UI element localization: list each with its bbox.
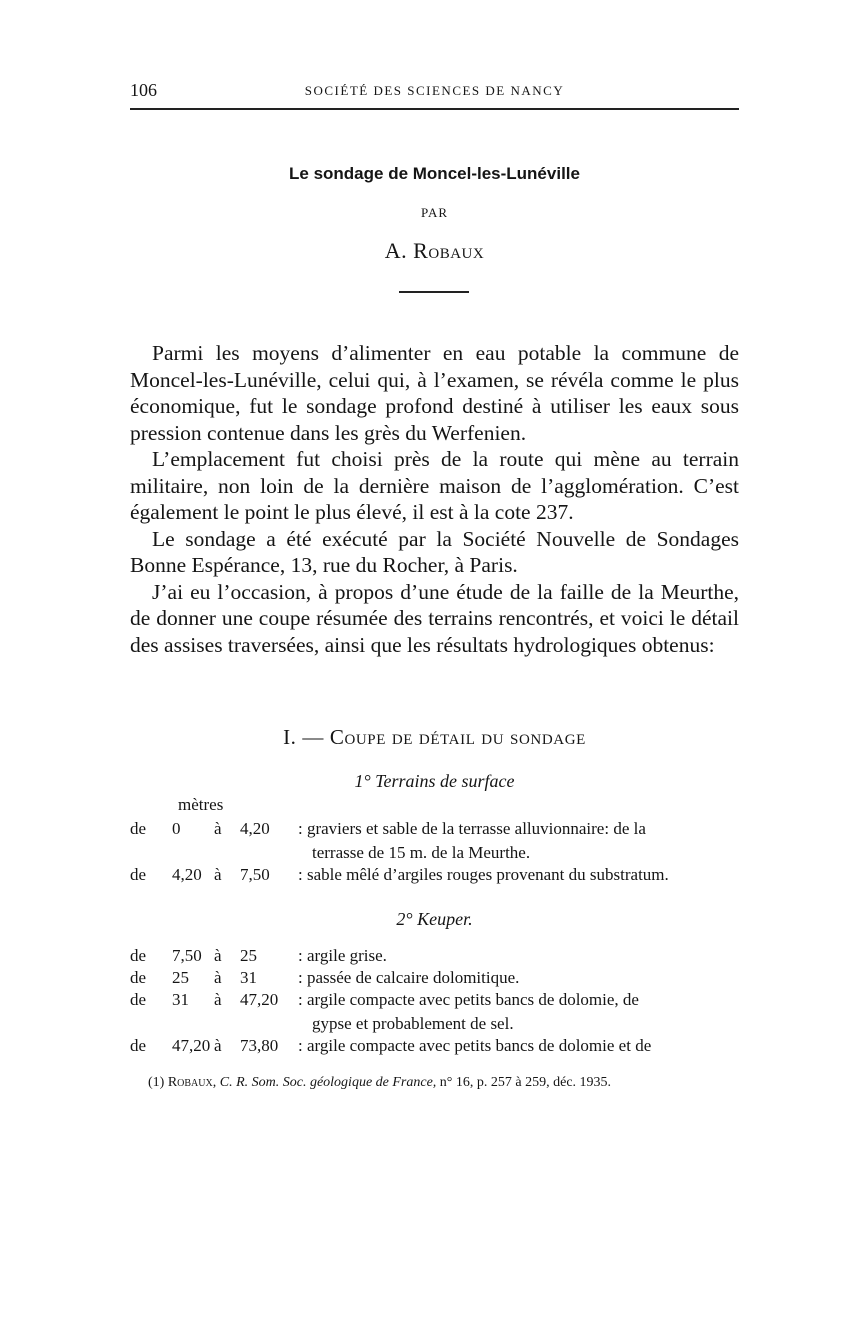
row-description: : passée de calcaire dolomitique. <box>298 968 520 987</box>
row-de: de <box>130 990 147 1009</box>
strata-table-keuper <box>130 946 739 1058</box>
row-to: 7,50 <box>240 865 270 884</box>
paragraph-3: Le sondage a été exécuté par la Société Nouvelle de Sondages Bonne Espérance, 13, rue du Rocher, à Paris. <box>130 526 739 577</box>
row-to: 47,20 <box>240 990 279 1009</box>
table-row <box>130 865 739 887</box>
article-title: Le sondage de Moncel-les-Lunéville <box>289 164 580 183</box>
row-a: à <box>214 865 222 884</box>
journal-name: SOCIÉTÉ DES SCIENCES DE NANCY <box>304 83 565 98</box>
body-text <box>130 340 739 658</box>
paragraph-1: Parmi les moyens d’alimenter en eau potable la commune de Moncel-les-Lunéville, celui qui, à l’examen, se révéla comme le plus économique, fut le sondage profond destiné à utiliser les eaux sous pression contenue dans les grès du Werfenien. <box>130 341 739 445</box>
row-to: 4,20 <box>240 819 270 838</box>
row-to: 73,80 <box>240 1036 279 1055</box>
strata-table-surface <box>130 819 739 887</box>
row-de: de <box>130 819 147 838</box>
row-description: : graviers et sable de la terrasse alluvionnaire: de la <box>298 819 646 838</box>
row-to: 31 <box>240 968 257 987</box>
byline-par: PAR <box>420 205 449 220</box>
row-a: à <box>214 990 222 1009</box>
row-from: 25 <box>172 968 189 987</box>
row-de: de <box>130 1036 147 1055</box>
row-a: à <box>214 968 222 987</box>
row-a: à <box>214 946 222 965</box>
running-head <box>130 80 739 104</box>
header-rule <box>130 108 739 110</box>
row-description: : argile compacte avec petits bancs de dolomie et de <box>298 1036 652 1055</box>
paragraph-4: J’ai eu l’occasion, à propos d’une étude de la faille de la Meurthe, de donner une coupe résumée des terrains rencontrés, et voici le détail des assises traversées, ainsi que les résultats hydrologiques obtenus: <box>130 579 739 657</box>
row-de: de <box>130 968 147 987</box>
table-row <box>130 990 739 1036</box>
row-de: de <box>130 865 147 884</box>
row-description: : sable mêlé d’argiles rouges provenant du substratum. <box>298 865 669 884</box>
row-from: 47,20 <box>172 1036 211 1055</box>
row-from: 0 <box>172 819 181 838</box>
row-to: 25 <box>240 946 257 965</box>
table-row <box>130 1036 739 1058</box>
row-a: à <box>214 819 222 838</box>
row-from: 7,50 <box>172 946 202 965</box>
row-a: à <box>214 1036 222 1055</box>
subsection-title-keuper: 2° Keuper. <box>396 909 473 929</box>
row-description: : argile grise. <box>298 946 387 965</box>
subsection-title-surface: 1° Terrains de surface <box>354 771 515 791</box>
row-description-continued: terrasse de 15 m. de la Meurthe. <box>312 843 531 862</box>
row-description-continued: gypse et probablement de sel. <box>312 1014 514 1033</box>
row-from: 31 <box>172 990 189 1009</box>
author-name: A. Robaux <box>384 238 485 263</box>
footnote-details: n° 16, p. 257 à 259, déc. 1935. <box>439 1075 612 1090</box>
units-label: mètres <box>178 795 224 814</box>
footnote-reference: C. R. Som. Soc. géologique de France, <box>219 1075 437 1090</box>
footnote <box>130 1073 739 1093</box>
row-de: de <box>130 946 147 965</box>
table-row <box>130 946 739 968</box>
footnote-author: Robaux, <box>167 1075 217 1090</box>
section-heading: I. — Coupe de détail du sondage <box>283 725 586 749</box>
row-from: 4,20 <box>172 865 202 884</box>
table-row <box>130 968 739 990</box>
footnote-number: (1) <box>148 1075 165 1090</box>
table-row <box>130 819 739 865</box>
title-rule <box>399 291 469 293</box>
page-number: 106 <box>130 80 157 100</box>
paragraph-2: L’emplacement fut choisi près de la route qui mène au terrain militaire, non loin de la dernière maison de l’agglomération. C’est également le point le plus élevé, il est à la cote 237. <box>130 447 739 524</box>
row-description: : argile compacte avec petits bancs de dolomie, de <box>298 990 639 1009</box>
